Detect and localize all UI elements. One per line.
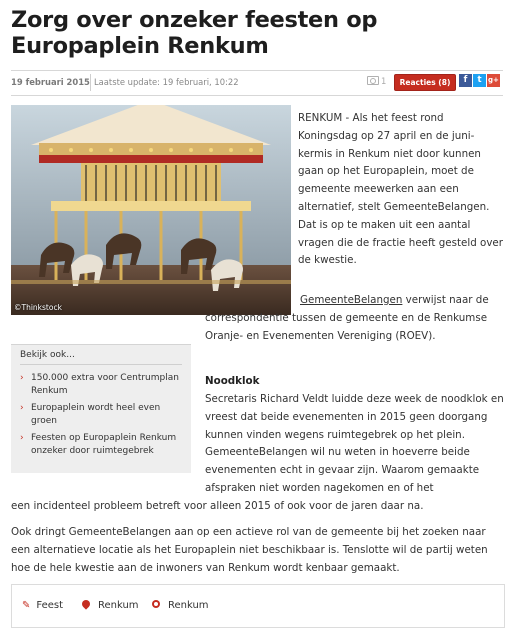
carousel-image [11, 105, 291, 315]
chevron-right-icon: › [20, 403, 24, 413]
article-meta-bar [11, 70, 503, 96]
article-paragraph-2-text: verwijst naar de correspondentie tussen de gemeente en de Renkumse Oranje- en Evenementen Vereniging (ROEV). [205, 294, 489, 342]
chevron-right-icon: › [20, 433, 24, 443]
tag-label: Renkum [98, 600, 139, 611]
tag-label: Feest [36, 600, 64, 611]
related-item-label: 150.000 extra voor Centrumplan Renkum [31, 373, 179, 396]
article-paragraph-3-end: een incidenteel probleem betreft voor alleen 2015 of ook voor de jaren daar na. [11, 500, 424, 512]
related-list [20, 372, 186, 462]
related-item-label: Europaplein wordt heel even groen [31, 403, 161, 426]
article-paragraph-4: Ook dringt GemeenteBelangen aan op een actieve rol van de gemeente bij het zoeken naar een alternatieve locatie als het Europaplein niet beschikbaar is. Tenslotte wil de partij weten hoe de hele kwestie aan de inwoners van Renkum wordt kenbaar gemaakt. [11, 526, 488, 574]
tag-label: Renkum [168, 600, 209, 611]
tag-renkum[interactable] [152, 600, 209, 611]
related-item[interactable] [20, 372, 186, 398]
googleplus-icon[interactable]: g+ [487, 74, 500, 87]
publish-date: 19 februari 2015 [11, 77, 90, 87]
related-item-label: Feesten op Europaplein Renkum onzeker door ruimtegebrek [31, 433, 177, 456]
related-item[interactable] [20, 432, 186, 458]
social-share [459, 74, 501, 87]
article-paragraph-3: Secretaris Richard Veldt luidde deze week de noodklok en vreest dat beide evenementen in 2015 geen doorgang kunnen vinden wegens ruimtegebrek op het plein. GemeenteBelangen wil nu weten in hoeverre beide evenementen echt in gevaar zijn. Waarom gemaakte afspraken niet worden nagekomen en of het [205, 393, 504, 494]
article-photo[interactable] [11, 105, 291, 315]
related-divider [20, 364, 182, 365]
chevron-right-icon: › [20, 373, 24, 383]
tag-icon: ✎ [22, 600, 31, 611]
last-update: Laatste update: 19 februari, 10:22 [94, 77, 239, 87]
related-item[interactable] [20, 402, 186, 428]
gemeentebelangen-link[interactable]: GemeenteBelangen [300, 294, 403, 306]
tags-bar [11, 584, 505, 628]
section-heading: Noodklok [205, 375, 260, 387]
meta-divider [90, 74, 91, 91]
reacties-button[interactable]: Reacties (8) [394, 74, 456, 91]
photo-count[interactable] [367, 76, 386, 86]
article-intro: RENKUM - Als het feest rond Koningsdag op 27 april en de juni-kermis in Renkum niet door kunnen gaan op het Europaplein, moet de gemeente meewerken aan een alternatief, stelt GemeenteBelangen. Dat is op te maken uit een aantal vragen die de fractie heeft gesteld over de kwestie. [298, 112, 503, 267]
photo-credit: ©Thinkstock [14, 303, 62, 312]
facebook-icon[interactable]: f [459, 74, 472, 87]
related-articles-box [11, 344, 191, 473]
twitter-icon[interactable]: t [473, 74, 486, 87]
map-pin-icon [80, 598, 91, 609]
tag-renkum-location[interactable] [82, 600, 139, 611]
article-title: Zorg over onzeker feesten op Europaplein Renkum [11, 7, 378, 59]
tag-feest[interactable] [22, 600, 63, 611]
related-title: Bekijk ook... [20, 350, 75, 360]
article-paragraph-2 [205, 292, 505, 345]
location-dot-icon [152, 600, 160, 608]
camera-icon [367, 76, 379, 85]
photo-count-value: 1 [381, 76, 387, 86]
